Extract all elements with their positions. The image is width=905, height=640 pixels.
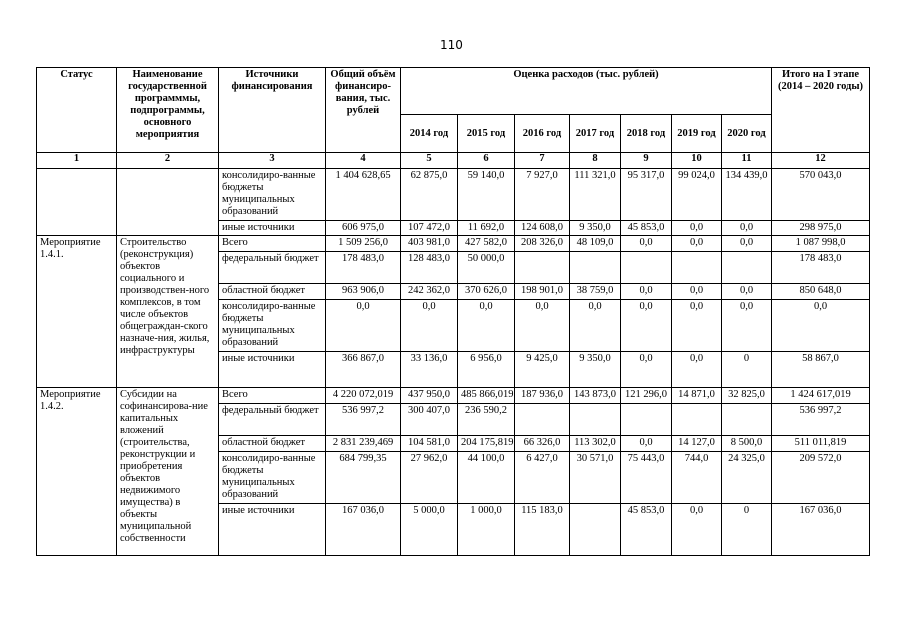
column-number: 8 bbox=[570, 153, 621, 169]
table-cell: 4 220 072,019 bbox=[326, 388, 401, 404]
table-cell: 178 483,0 bbox=[326, 252, 401, 284]
row-source: федеральный бюджет bbox=[219, 404, 326, 436]
table-cell: 48 109,0 bbox=[570, 236, 621, 252]
header-status: Статус bbox=[37, 68, 117, 153]
table-cell: 115 183,0 bbox=[515, 504, 570, 556]
column-number: 2 bbox=[117, 153, 219, 169]
row-status: Мероприятие 1.4.2. bbox=[37, 388, 117, 556]
table-cell: 50 000,0 bbox=[458, 252, 515, 284]
row-source: областной бюджет bbox=[219, 436, 326, 452]
table-cell: 437 950,0 bbox=[401, 388, 458, 404]
table-cell: 0,0 bbox=[621, 436, 672, 452]
table-cell: 0,0 bbox=[722, 236, 772, 252]
table-cell: 1 404 628,65 bbox=[326, 169, 401, 221]
row-source: иные источники bbox=[219, 221, 326, 236]
table-cell: 75 443,0 bbox=[621, 452, 672, 504]
header-year: 2016 год bbox=[515, 115, 570, 153]
table-cell: 427 582,0 bbox=[458, 236, 515, 252]
table-cell: 6 956,0 bbox=[458, 352, 515, 388]
table-cell: 0,0 bbox=[772, 300, 870, 352]
row-source: иные источники bbox=[219, 504, 326, 556]
table-cell: 850 648,0 bbox=[772, 284, 870, 300]
table-cell: 485 866,019 bbox=[458, 388, 515, 404]
table-cell: 33 136,0 bbox=[401, 352, 458, 388]
table-cell: 7 927,0 bbox=[515, 169, 570, 221]
table-cell: 111 321,0 bbox=[570, 169, 621, 221]
table-row bbox=[37, 236, 870, 252]
table-cell: 58 867,0 bbox=[772, 352, 870, 388]
header-total: Общий объём финансиро-вания, тыс. рублей bbox=[326, 68, 401, 153]
table-cell: 2 831 239,469 bbox=[326, 436, 401, 452]
row-name: Строительство (реконструкция) объектов социального и производствен-ного комплексов, в том числе объектов общеграждан-ского назначе-ния, жилья, инфраструктуры bbox=[117, 236, 219, 388]
table-cell: 143 873,0 bbox=[570, 388, 621, 404]
column-number: 7 bbox=[515, 153, 570, 169]
table-cell: 0,0 bbox=[672, 221, 722, 236]
header-year: 2015 год bbox=[458, 115, 515, 153]
header-year: 2014 год bbox=[401, 115, 458, 153]
table-cell: 121 296,0 bbox=[621, 388, 672, 404]
table-body bbox=[37, 169, 870, 556]
table-cell: 684 799,35 bbox=[326, 452, 401, 504]
table-cell: 113 302,0 bbox=[570, 436, 621, 452]
table-cell: 38 759,0 bbox=[570, 284, 621, 300]
table-cell: 0 bbox=[722, 352, 772, 388]
table-cell bbox=[722, 404, 772, 436]
row-source: областной бюджет bbox=[219, 284, 326, 300]
column-number: 3 bbox=[219, 153, 326, 169]
table-cell: 6 427,0 bbox=[515, 452, 570, 504]
table-cell: 0,0 bbox=[672, 236, 722, 252]
table-cell: 44 100,0 bbox=[458, 452, 515, 504]
row-name: Субсидии на софинансирова-ние капитальных вложений (строительства, реконструкции и приобретения объектов недвижимого имущества) в объекты муниципальной собственности bbox=[117, 388, 219, 556]
table-cell: 298 975,0 bbox=[772, 221, 870, 236]
table-header bbox=[37, 68, 870, 169]
table-cell: 0,0 bbox=[672, 284, 722, 300]
table-cell: 236 590,2 bbox=[458, 404, 515, 436]
table-cell: 0,0 bbox=[722, 284, 772, 300]
table-cell: 66 326,0 bbox=[515, 436, 570, 452]
table-cell bbox=[672, 252, 722, 284]
row-source: Всего bbox=[219, 236, 326, 252]
column-number: 9 bbox=[621, 153, 672, 169]
table-cell: 744,0 bbox=[672, 452, 722, 504]
row-source: федеральный бюджет bbox=[219, 252, 326, 284]
table-cell: 0,0 bbox=[722, 300, 772, 352]
table-cell: 0,0 bbox=[672, 300, 722, 352]
table-cell: 208 326,0 bbox=[515, 236, 570, 252]
table-cell: 124 608,0 bbox=[515, 221, 570, 236]
column-number: 6 bbox=[458, 153, 515, 169]
table-cell: 0,0 bbox=[672, 504, 722, 556]
table-cell: 1 000,0 bbox=[458, 504, 515, 556]
table-cell bbox=[515, 252, 570, 284]
table-row bbox=[37, 388, 870, 404]
table-cell: 0,0 bbox=[515, 300, 570, 352]
page-number: 110 bbox=[440, 38, 463, 52]
table-cell: 104 581,0 bbox=[401, 436, 458, 452]
table-cell: 8 500,0 bbox=[722, 436, 772, 452]
table-cell: 27 962,0 bbox=[401, 452, 458, 504]
header-year: 2019 год bbox=[672, 115, 722, 153]
row-source: консолидиро-ванные бюджеты муниципальных образований bbox=[219, 452, 326, 504]
table-cell: 24 325,0 bbox=[722, 452, 772, 504]
table-cell: 14 871,0 bbox=[672, 388, 722, 404]
row-status bbox=[37, 169, 117, 236]
column-number: 11 bbox=[722, 153, 772, 169]
row-source: консолидиро-ванные бюджеты муниципальных образований bbox=[219, 300, 326, 352]
table-cell: 570 043,0 bbox=[772, 169, 870, 221]
table-cell: 0,0 bbox=[672, 352, 722, 388]
table-cell: 0 bbox=[722, 504, 772, 556]
table-cell: 167 036,0 bbox=[326, 504, 401, 556]
table-cell: 178 483,0 bbox=[772, 252, 870, 284]
table-cell: 9 425,0 bbox=[515, 352, 570, 388]
table-cell: 95 317,0 bbox=[621, 169, 672, 221]
table-cell: 11 692,0 bbox=[458, 221, 515, 236]
table-cell bbox=[621, 252, 672, 284]
table-cell: 1 509 256,0 bbox=[326, 236, 401, 252]
table-cell bbox=[515, 404, 570, 436]
table-cell: 0,0 bbox=[621, 300, 672, 352]
table-cell: 0,0 bbox=[621, 352, 672, 388]
table-cell: 0,0 bbox=[621, 236, 672, 252]
table-cell: 59 140,0 bbox=[458, 169, 515, 221]
column-number: 12 bbox=[772, 153, 870, 169]
table-cell: 9 350,0 bbox=[570, 352, 621, 388]
table-cell: 187 936,0 bbox=[515, 388, 570, 404]
table-cell: 45 853,0 bbox=[621, 504, 672, 556]
table-cell: 0,0 bbox=[401, 300, 458, 352]
header-name: Наименование государственной программмы, подпрограммы, основного мероприятия bbox=[117, 68, 219, 153]
table-cell: 366 867,0 bbox=[326, 352, 401, 388]
row-source: консолидиро-ванные бюджеты муниципальных образований bbox=[219, 169, 326, 221]
table-cell: 128 483,0 bbox=[401, 252, 458, 284]
header-year: 2020 год bbox=[722, 115, 772, 153]
table-cell: 0,0 bbox=[722, 221, 772, 236]
table-cell: 0,0 bbox=[458, 300, 515, 352]
table-cell: 167 036,0 bbox=[772, 504, 870, 556]
table-cell: 5 000,0 bbox=[401, 504, 458, 556]
table-cell: 300 407,0 bbox=[401, 404, 458, 436]
column-number: 4 bbox=[326, 153, 401, 169]
row-name bbox=[117, 169, 219, 236]
column-number: 5 bbox=[401, 153, 458, 169]
header-year: 2018 год bbox=[621, 115, 672, 153]
row-source: Всего bbox=[219, 388, 326, 404]
table-cell: 242 362,0 bbox=[401, 284, 458, 300]
table-cell: 1 424 617,019 bbox=[772, 388, 870, 404]
row-source: иные источники bbox=[219, 352, 326, 388]
column-number: 10 bbox=[672, 153, 722, 169]
column-number: 1 bbox=[37, 153, 117, 169]
table-cell: 403 981,0 bbox=[401, 236, 458, 252]
table-cell: 32 825,0 bbox=[722, 388, 772, 404]
table-cell bbox=[570, 504, 621, 556]
table-cell bbox=[570, 252, 621, 284]
table-cell: 370 626,0 bbox=[458, 284, 515, 300]
table-cell: 99 024,0 bbox=[672, 169, 722, 221]
table-cell: 14 127,0 bbox=[672, 436, 722, 452]
table-cell: 606 975,0 bbox=[326, 221, 401, 236]
table-cell bbox=[722, 252, 772, 284]
header-year: 2017 год bbox=[570, 115, 621, 153]
table-cell: 62 875,0 bbox=[401, 169, 458, 221]
table-cell: 963 906,0 bbox=[326, 284, 401, 300]
table-cell: 30 571,0 bbox=[570, 452, 621, 504]
table-cell: 0,0 bbox=[326, 300, 401, 352]
row-status: Мероприятие 1.4.1. bbox=[37, 236, 117, 388]
table-cell bbox=[672, 404, 722, 436]
table-cell: 536 997,2 bbox=[326, 404, 401, 436]
table-cell: 0,0 bbox=[570, 300, 621, 352]
table-cell: 209 572,0 bbox=[772, 452, 870, 504]
table-cell bbox=[621, 404, 672, 436]
table-cell: 0,0 bbox=[621, 284, 672, 300]
table-cell: 9 350,0 bbox=[570, 221, 621, 236]
table-cell: 134 439,0 bbox=[722, 169, 772, 221]
table-cell: 45 853,0 bbox=[621, 221, 672, 236]
table-cell: 198 901,0 bbox=[515, 284, 570, 300]
table-cell: 1 087 998,0 bbox=[772, 236, 870, 252]
table-cell: 536 997,2 bbox=[772, 404, 870, 436]
table-cell bbox=[570, 404, 621, 436]
table-cell: 204 175,819 bbox=[458, 436, 515, 452]
header-itogo: Итого на I этапе (2014 – 2020 годы) bbox=[772, 68, 870, 153]
header-sources: Источники финансирования bbox=[219, 68, 326, 153]
expenditure-table bbox=[36, 67, 870, 556]
table-row bbox=[37, 169, 870, 221]
table-cell: 511 011,819 bbox=[772, 436, 870, 452]
header-estimate: Оценка расходов (тыс. рублей) bbox=[401, 68, 772, 115]
table-cell: 107 472,0 bbox=[401, 221, 458, 236]
